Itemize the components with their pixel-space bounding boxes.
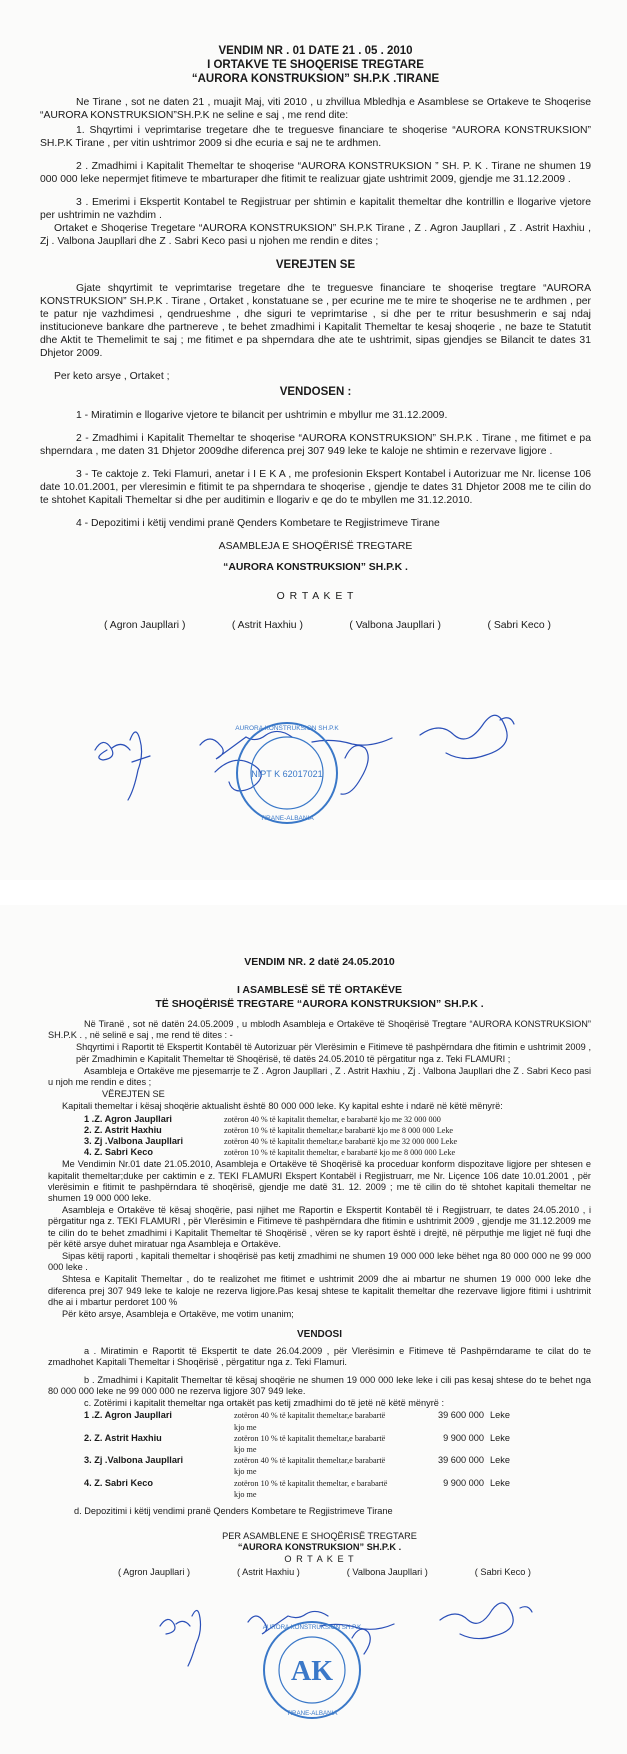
- doc2-subtitle-2: TË SHOQËRISË TREGTARE “AURORA KONSTRUKSION” SH.P.K .: [155, 998, 484, 1010]
- doc2-new-share-row: [84, 1455, 591, 1477]
- doc1-intro: Ne Tirane , sot ne daten 21 , muajit Maj, viti 2010 , u zhvillua Mbledhja e Asamblese se Ortakeve te Shoqerise “AURORA KONSTRUKSION”SH.P.K ne seline e saj , me rend dite:: [40, 97, 591, 121]
- doc2-new-share-unit-4: Leke: [490, 1477, 510, 1488]
- doc2-signatory-4: ( Sabri Keco ): [474, 1566, 531, 1577]
- doc2-stamp-initials: AK: [291, 1656, 333, 1687]
- doc2-subtitle-1: I ASAMBLESË SË TË ORTAKËVE: [236, 984, 403, 996]
- doc2-share-name-1: 1 .Z. Agron Jaupllari: [84, 1113, 172, 1124]
- doc1-title: VENDIM NR . 01 DATE 21 . 05 . 2010: [218, 45, 413, 57]
- doc2-new-share-row: [84, 1478, 591, 1500]
- doc1-signatory-3: ( Valbona Jaupllari ): [349, 620, 442, 631]
- doc2-signatory-2: ( Astrit Haxhiu ): [237, 1566, 300, 1577]
- doc2-share-name-2: 2. Z. Astrit Haxhiu: [84, 1124, 162, 1135]
- doc1-agenda-3: 3 . Emerimi i Ekspertit Kontabel te Regjistruar per shtimin e kapitalit themeltar dhe kontrillin e llogarive vjetore per ushtrimin ne vazhdim .: [40, 197, 591, 221]
- doc1-decision-2: 2 - Zmadhimi i Kapitalit Themeltar te shoqerise “AURORA KONSTRUKSION” SH.P.K . Tirane , me fitimet e pa shperndara , me daten 31 Dhjetor 2009dhe diferenca prej 307 949 leke te kaloje ne shtimin e rezervave ligjore .: [40, 433, 591, 457]
- doc2-new-shares-list: [48, 1410, 591, 1500]
- doc2-new-share-unit-1: Leke: [490, 1410, 510, 1421]
- doc1-company: “AURORA KONSTRUKSION” SH.P.K .: [223, 562, 408, 573]
- doc2-stamp-top-text: AURORA KONSTRUKSION SH.P.K: [262, 1624, 362, 1631]
- doc1-agenda-1: 1. Shqyrtimi i veprimtarise tregetare dhe te treguesve financiare te shoqerise “AURORA KONSTRUKSION” SH.P.K Tirane , per vitin ushtrimor 2009 si dhe ecuria e saj ne te ardhmen.: [40, 125, 591, 149]
- doc2-new-share-text-4: zotëron 10 % të kapitalit themeltar, e barabartë kjo me: [234, 1478, 388, 1499]
- doc1-reasons: Per keto arsye , Ortaket ;: [54, 371, 170, 382]
- doc1-subtitle-1: I ORTAKVE TE SHOQERISE TREGTARE: [207, 59, 424, 71]
- doc2-decision-3: Sipas këtij raporti , kapitali themeltar i shoqërisë pas ketij zmadhimi ne shumen 19 000 000 leke bëhet nga 80 000 000 ne 99 000 000 leke .: [48, 1251, 591, 1273]
- doc2-share-text-2: zotëron 10 % të kapitalit themeltar,e barabartë kjo me 8 000 000 Leke: [224, 1125, 454, 1135]
- doc2-decision-c: c. Zotërimi i kapitalit themeltar nga ortakët pas ketij zmadhimi do të jetë në këtë mënyrë :: [84, 1398, 445, 1409]
- doc2-decision-b: b . Zmadhimi i Kapitalit Themeltar të kësaj shoqërie ne shumen 19 000 000 leke leke i cili pas kesaj shtese do te behet nga 80 000 000 leke ne 99 000 000 ne rezerva ligjore 307 949 leke.: [48, 1374, 591, 1396]
- doc2-new-share-text-3: zotëron 40 % të kapitalit themeltar,e barabartë kjo me: [234, 1456, 386, 1477]
- doc2-share-row: [84, 1114, 591, 1125]
- doc2-decision-2: Asambleja e Ortakëve të kësaj shoqërie, pasi njihet me Raportin e Ekspertit Kontabël të i Regjistruarr, te dates 24.05.2010 , i përgatitur nga z. TEKI FLAMURI , për Vlerësimin e Fitimeve të pashpërndara dhe fitimin e ushtrimit 2009 , gjendje me 31.12.2009 me te cilin do te behet zmadhimi i Kapitalit Themeltar të Shoqërisë , vëren se ky raport është i drejtë, në përputhje me ligjet në fuqi dhe për këtë arsye duhet miratuar nga Asambleja e Ortakëve.: [48, 1205, 591, 1249]
- doc2-reasons: Për këto arsye, Asambleja e Ortakëve, me votim unanim;: [62, 1309, 294, 1320]
- doc2-share-name-4: 4. Z. Sabri Keco: [84, 1147, 153, 1158]
- doc2-new-share-unit-2: Leke: [490, 1432, 510, 1443]
- doc1-agenda-2: 2 . Zmadhimi i Kapitalit Themeltar te shoqerise “AURORA KONSTRUKSION ” SH. P. K . Tirane ne shumen 19 000 000 leke nepermjet fitimeve te mbarturaper dhe fitimit te realizuar gjate ushtrimit 2009, gjendje me 31.12.2009 .: [40, 161, 591, 185]
- doc2-new-share-value-2: 9 900 000: [443, 1432, 484, 1443]
- doc1-stamp-top-text: AURORA KONSTRUKSION SH.P.K: [235, 725, 339, 732]
- doc2-partners-heading: O R T A K E T: [284, 1553, 355, 1564]
- doc2-observations-heading: VËREJTEN SE: [102, 1089, 165, 1100]
- doc2-agenda: Shqyrtimi i Raportit të Ekspertit Kontabël të Autorizuar për Vlerësimin e Fitimeve të pashpërndara dhe fitimin e ushtrimit 2009 , për Zmadhimin e Kapitalit Themeltar të Shoqërisë, të datës 24.05.2010 të përgatitur nga z. Teki FLAMURI ;: [76, 1042, 591, 1064]
- doc2-new-share-row: [84, 1433, 591, 1455]
- doc1-decisions-heading: VENDOSEN :: [279, 386, 352, 398]
- doc2-share-text-4: zotëron 10 % të kapitalit themeltar, e barabartë kjo me 8 000 000 Leke: [224, 1148, 456, 1158]
- doc2-signatories: [48, 1567, 591, 1578]
- doc1-signatories: [40, 619, 591, 632]
- doc2-new-share-value-4: 9 900 000: [443, 1477, 484, 1488]
- doc1-stamp-bottom-text: TIRANE-ALBANIA: [260, 815, 314, 822]
- doc2-shares-list: [48, 1114, 591, 1159]
- doc1-signatory-2: ( Astrit Haxhiu ): [231, 620, 303, 631]
- doc1-signatory-4: ( Sabri Keco ): [487, 620, 551, 631]
- doc2-new-share-value-3: 39 600 000: [438, 1455, 484, 1466]
- doc2-new-share-name-2: 2. Z. Astrit Haxhiu: [84, 1432, 162, 1443]
- doc2-signatory-1: ( Agron Jaupllari ): [118, 1566, 191, 1577]
- doc2-capital: Kapitali themeltar i kësaj shoqërie aktualisht është 80 000 000 leke. Ky kapital eshte i ndarë në këtë mënyrë:: [62, 1101, 503, 1112]
- doc2-decisions-heading: VENDOSI: [296, 1329, 342, 1341]
- doc2-new-share-name-4: 4. Z. Sabri Keco: [84, 1477, 153, 1488]
- doc2-stamp-bottom-text: TIRANE-ALBANIA: [286, 1710, 338, 1717]
- doc2-new-share-unit-3: Leke: [490, 1455, 510, 1466]
- doc2-share-row: [84, 1125, 591, 1136]
- doc2-decision-a: a . Miratimin e Raportit të Ekspertit te date 26.04.2009 , për Vlerësimin e Fitimeve të Pashpërndarame te cilat do te zmadhohet Kapitali Themeltar i Shoqërisë , përgatitur nga z. Teki Flamuri.: [48, 1346, 591, 1368]
- decision-document-2: [0, 905, 627, 1754]
- doc1-assembly: ASAMBLEJA E SHOQËRISË TREGTARE: [218, 541, 413, 552]
- doc2-new-share-text-1: zotëron 40 % të kapitalit themeltar,e barabartë kjo me: [234, 1411, 386, 1432]
- doc1-observations: Gjate shqyrtimit te veprimtarise tregetare dhe te treguesve financiare te shoqerise tregtare “AURORA KONSTRUKSION” SH.P.K . Tirane , Ortaket , konstatuane se , per ecurine me te mire te shoqerise ne te ardhmen , per te patur nje vazhdimesi , qendrueshme , dhe siguri te veprimtarise , si dhe per te rritur besushmerin e saj ndaj institucioneve bankare dhe partnereve , te behet zmadhimi i Kapitalit Themeltar te kesaj shoqerie , ne baze te Statutit dhe Aktit te Themelimit te saj ; me fitimet e pa shperndara dhe ate te ushtrimit, sipas gjendjes se Bilancit te dates 31 Dhjetor 2009.: [40, 283, 591, 359]
- doc2-share-row: [84, 1147, 591, 1158]
- doc1-stamp-nipt: NIPT K 62017021: [251, 769, 323, 779]
- doc2-new-share-value-1: 39 600 000: [438, 1410, 484, 1421]
- doc2-share-name-3: 3. Zj .Valbona Jaupllari: [84, 1136, 184, 1147]
- doc2-company: “AURORA KONSTRUKSION” SH.P.K .: [237, 1542, 402, 1553]
- doc1-subtitle-2: “AURORA KONSTRUKSION” SH.P.K .TIRANE: [191, 73, 440, 85]
- doc2-share-text-3: zotëron 40 % të kapitalit themeltar,e barabartë kjo me 32 000 000 Leke: [224, 1137, 458, 1147]
- doc2-decision-d: d. Depozitimi i këtij vendimi pranë Qenders Kombetare te Regjistrimeve Tirane: [74, 1505, 393, 1516]
- doc2-new-share-name-3: 3. Zj .Valbona Jaupllari: [84, 1455, 184, 1466]
- doc2-new-share-name-1: 1 .Z. Agron Jaupllari: [84, 1410, 172, 1421]
- doc2-decision-1: Me Vendimin Nr.01 date 21.05.2010, Asambleja e Ortakëve të Shoqërisë ka proceduar konform dispozitave ligjore per shtesen e kapitalit themeltar;duke per caktimin e z. TEKI FLAMURI Ekspert Kontabël i Regjistruarr, me Nr. Liçence 106 date 10.01.2001 , për vlerësimin e fitimit te pashpërndara të shoqërisë, gjendje me datë 31. 12. 2009 ; me të cilin do të shtohet kapitali themeltar ne shumen 19 000 000 leke.: [48, 1159, 591, 1204]
- doc2-share-text-1: zotëron 40 % të kapitalit themeltar, e barabartë kjo me 32 000 000: [224, 1114, 441, 1124]
- page-separator: [0, 880, 627, 905]
- doc2-decision-4: Shtesa e Kapitalit Themeltar , do te realizohet me fitimet e ushtrimit 2009 dhe ai mbartur ne shumen 19 000 000 leke dhe diferenca prej 307 949 leke te kaloje ne rezerva ligjore.Pas kesaj shtese te kapitalit themeltar dhe rezervave ligjore fitimi i ushtrimit dhe ai i mbartur perdoret 100 %: [48, 1274, 591, 1307]
- doc2-signatory-3: ( Valbona Jaupllari ): [346, 1566, 428, 1577]
- doc2-present: Asambleja e Ortakëve me pjesemarrje te Z . Agron Jaupllari , Z . Astrit Haxhiu , Zj . Valbona Jaupllari dhe Z . Sabri Keco pasi u njoh me rendin e dites ;: [48, 1065, 591, 1088]
- doc2-title: VENDIM NR. 2 datë 24.05.2010: [244, 956, 395, 968]
- doc1-decision-3: 3 - Te caktoje z. Teki Flamuri, anetar i I E K A , me profesionin Ekspert Kontabel i Autorizuar me Nr. license 106 date 10.01.2001, per vleresimin e fitimit te pa shperndara te shoqerise , gjendje te dates 31 Dhjetor 2008 me te cilin do te shtohet Kapitali Themeltar si dhe per auditimin e llogariv e qe do te mbyllen me 31.12.2010.: [40, 469, 591, 506]
- doc1-signatory-1: ( Agron Jaupllari ): [104, 620, 186, 631]
- doc2-new-share-row: [84, 1410, 591, 1432]
- doc2-share-row: [84, 1136, 591, 1147]
- doc1-observations-heading: VEREJTEN SE: [275, 259, 356, 271]
- doc1-present: Ortaket e Shoqerise Tregetare “AURORA KONSTRUKSION” SH.P.K Tirane , Z . Agron Jaupllari , Z . Astrit Haxhiu , Zj . Valbona Jaupllari dhe Z . Sabri Keco pasi u njohen me rendin e dites ;: [40, 223, 591, 247]
- doc1-decision-4: 4 - Depozitimi i këtij vendimi pranë Qenders Kombetare te Regjistrimeve Tirane: [76, 518, 440, 529]
- doc2-new-share-text-2: zotëron 10 % të kapitalit themeltar,e barabartë kjo me: [234, 1433, 386, 1454]
- doc2-assembly: PER ASAMBLENE E SHOQËRISË TREGTARE: [222, 1531, 417, 1542]
- doc1-partners-heading: O R T A K E T: [276, 591, 355, 602]
- doc1-decision-1: 1 - Miratimin e llogarive vjetore te bilancit per ushtrimin e mbyllur me 31.12.2009.: [76, 410, 448, 421]
- doc2-intro: Në Tiranë , sot në datën 24.05.2009 , u mblodh Asambleja e Ortakëve të Shoqërisë Tregtare “AURORA KONSTRUKSION” SH.P.K . , në selinë e saj , me rend të dites : -: [48, 1019, 591, 1041]
